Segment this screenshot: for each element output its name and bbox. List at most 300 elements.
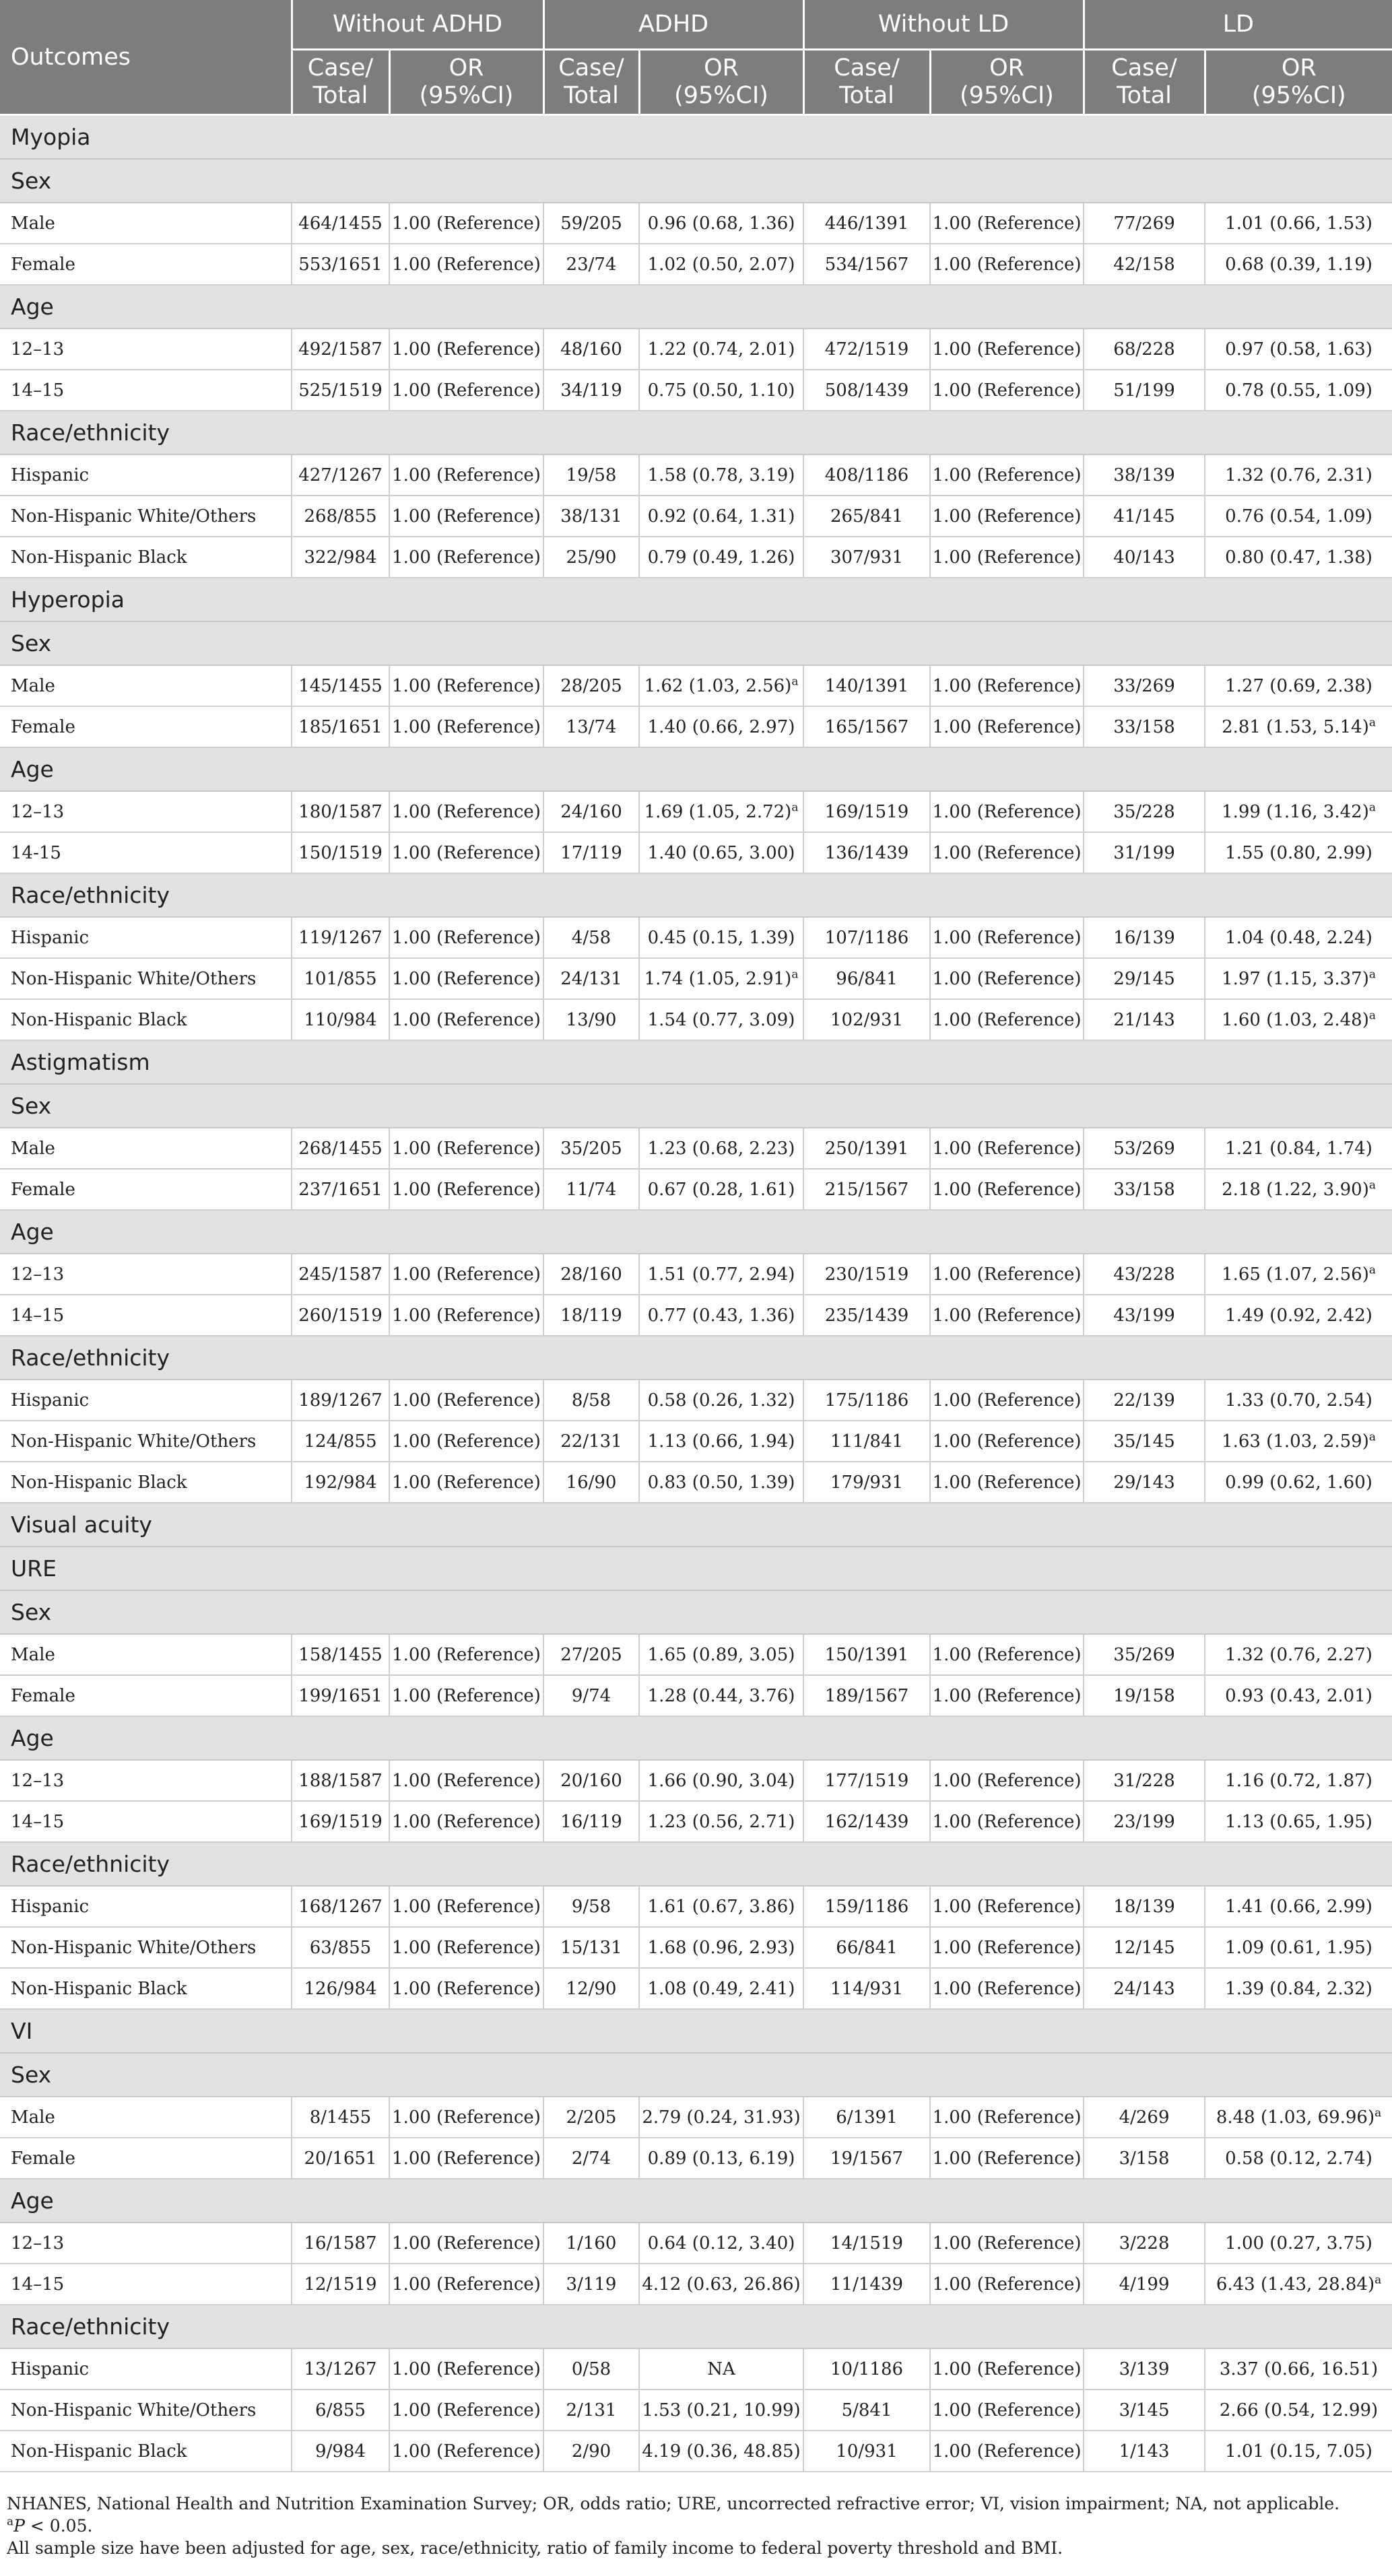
case-total-cell: 235/1439 bbox=[803, 1295, 930, 1336]
group-header-ld: LD bbox=[1084, 0, 1392, 50]
or-ci-cell bbox=[1205, 2097, 1392, 2138]
section-title: Age bbox=[0, 747, 1392, 791]
or-ci-cell: 1.00 (Reference) bbox=[930, 454, 1084, 496]
or-ci-cell: 1.27 (0.69, 2.38) bbox=[1205, 665, 1392, 706]
case-total-header bbox=[1084, 50, 1205, 115]
case-total-cell: 16/90 bbox=[543, 1462, 639, 1503]
table-row bbox=[0, 791, 1392, 832]
section-header-row bbox=[0, 747, 1392, 791]
or-ci-cell: 1.01 (0.66, 1.53) bbox=[1205, 203, 1392, 244]
or-ci-cell: 1.08 (0.49, 2.41) bbox=[639, 1968, 803, 2009]
or-ci-cell: 0.97 (0.58, 1.63) bbox=[1205, 329, 1392, 370]
case-total-line-2: Total bbox=[564, 82, 619, 109]
or-value: 6.43 (1.43, 28.84) bbox=[1216, 2274, 1375, 2295]
table-row bbox=[0, 2389, 1392, 2431]
row-label: Non-Hispanic White/Others bbox=[0, 1421, 292, 1462]
or-ci-cell: 1.00 (Reference) bbox=[930, 1295, 1084, 1336]
or-ci-cell bbox=[1205, 999, 1392, 1040]
or-ci-cell: 1.00 (Reference) bbox=[389, 1634, 543, 1675]
case-total-cell: 492/1587 bbox=[292, 329, 389, 370]
or-ci-cell: 1.00 (Reference) bbox=[389, 496, 543, 537]
section-header-row bbox=[0, 2305, 1392, 2348]
table-row bbox=[0, 2264, 1392, 2305]
case-total-cell: 3/139 bbox=[1084, 2348, 1205, 2389]
or-ci-cell: 0.89 (0.13, 6.19) bbox=[639, 2138, 803, 2179]
case-total-cell: 42/158 bbox=[1084, 244, 1205, 285]
table-row bbox=[0, 244, 1392, 285]
section-title: Sex bbox=[0, 621, 1392, 665]
or-ci-cell: 1.00 (Reference) bbox=[389, 537, 543, 578]
or-ci-cell: 1.00 (Reference) bbox=[930, 2097, 1084, 2138]
group-header-without-ld: Without LD bbox=[803, 0, 1084, 50]
section-title: Hyperopia bbox=[0, 578, 1392, 621]
or-ci-cell: 1.00 (Reference) bbox=[389, 1968, 543, 2009]
case-total-cell: 9/74 bbox=[543, 1675, 639, 1716]
or-ci-cell: 1.00 (Reference) bbox=[389, 1886, 543, 1927]
case-total-cell: 427/1267 bbox=[292, 454, 389, 496]
case-total-cell: 2/205 bbox=[543, 2097, 639, 2138]
row-label: Hispanic bbox=[0, 1380, 292, 1421]
case-total-cell: 2/90 bbox=[543, 2431, 639, 2472]
or-value: 1.62 (1.03, 2.56) bbox=[644, 675, 792, 696]
table-row bbox=[0, 1634, 1392, 1675]
row-label: Hispanic bbox=[0, 1886, 292, 1927]
or-ci-cell: 1.00 (Reference) bbox=[389, 370, 543, 411]
case-total-cell: 189/1567 bbox=[803, 1675, 930, 1716]
row-label: Female bbox=[0, 1169, 292, 1210]
or-ci-cell: 1.00 (Reference) bbox=[389, 2223, 543, 2264]
or-ci-cell: 1.66 (0.90, 3.04) bbox=[639, 1760, 803, 1801]
or-ci-cell: 1.40 (0.65, 3.00) bbox=[639, 832, 803, 873]
or-ci-cell: 1.00 (Reference) bbox=[389, 2097, 543, 2138]
row-label: Male bbox=[0, 2097, 292, 2138]
case-total-cell: 34/119 bbox=[543, 370, 639, 411]
case-total-cell: 165/1567 bbox=[803, 706, 930, 747]
case-total-cell: 22/139 bbox=[1084, 1380, 1205, 1421]
section-title: Visual acuity bbox=[0, 1503, 1392, 1547]
case-total-cell: 11/1439 bbox=[803, 2264, 930, 2305]
case-total-cell: 136/1439 bbox=[803, 832, 930, 873]
case-total-cell: 51/199 bbox=[1084, 370, 1205, 411]
case-total-cell: 158/1455 bbox=[292, 1634, 389, 1675]
header-row-groups bbox=[0, 0, 1392, 50]
case-total-cell: 16/1587 bbox=[292, 2223, 389, 2264]
case-total-cell: 199/1651 bbox=[292, 1675, 389, 1716]
case-total-cell: 230/1519 bbox=[803, 1254, 930, 1295]
row-label: 14–15 bbox=[0, 1801, 292, 1842]
case-total-cell: 43/228 bbox=[1084, 1254, 1205, 1295]
case-total-cell: 15/131 bbox=[543, 1927, 639, 1968]
case-total-cell: 525/1519 bbox=[292, 370, 389, 411]
or-ci-cell: 1.65 (0.89, 3.05) bbox=[639, 1634, 803, 1675]
row-label: 14–15 bbox=[0, 2264, 292, 2305]
case-total-cell: 168/1267 bbox=[292, 1886, 389, 1927]
or-ci-cell: 0.68 (0.39, 1.19) bbox=[1205, 244, 1392, 285]
or-ci-cell bbox=[1205, 706, 1392, 747]
or-ci-cell bbox=[639, 791, 803, 832]
case-total-header bbox=[543, 50, 639, 115]
or-ci-cell: 0.45 (0.15, 1.39) bbox=[639, 917, 803, 958]
or-ci-cell: 1.22 (0.74, 2.01) bbox=[639, 329, 803, 370]
row-label: Hispanic bbox=[0, 2348, 292, 2389]
or-ci-cell: 1.00 (Reference) bbox=[389, 244, 543, 285]
case-total-cell: 140/1391 bbox=[803, 665, 930, 706]
case-total-cell: 4/269 bbox=[1084, 2097, 1205, 2138]
case-total-cell: 13/90 bbox=[543, 999, 639, 1040]
or-ci-cell: 1.00 (Reference) bbox=[389, 2138, 543, 2179]
or-ci-cell: 1.00 (Reference) bbox=[930, 537, 1084, 578]
row-label: 14-15 bbox=[0, 832, 292, 873]
section-title: Sex bbox=[0, 2053, 1392, 2097]
case-total-cell: 119/1267 bbox=[292, 917, 389, 958]
group-header-adhd: ADHD bbox=[543, 0, 803, 50]
or-ci-cell: 1.61 (0.67, 3.86) bbox=[639, 1886, 803, 1927]
case-total-cell: 3/119 bbox=[543, 2264, 639, 2305]
table-row bbox=[0, 329, 1392, 370]
case-total-cell: 16/119 bbox=[543, 1801, 639, 1842]
section-header-row bbox=[0, 873, 1392, 917]
row-label: Non-Hispanic Black bbox=[0, 1462, 292, 1503]
case-total-cell: 10/1186 bbox=[803, 2348, 930, 2389]
or-ci-cell: 1.41 (0.66, 2.99) bbox=[1205, 1886, 1392, 1927]
case-total-cell: 0/58 bbox=[543, 2348, 639, 2389]
case-total-cell: 29/143 bbox=[1084, 1462, 1205, 1503]
or-ci-cell: 1.00 (Reference) bbox=[389, 999, 543, 1040]
case-total-cell: 63/855 bbox=[292, 1927, 389, 1968]
case-total-cell: 10/931 bbox=[803, 2431, 930, 2472]
table-row bbox=[0, 370, 1392, 411]
or-ci-cell: 1.51 (0.77, 2.94) bbox=[639, 1254, 803, 1295]
table-row bbox=[0, 2223, 1392, 2264]
case-total-cell: 169/1519 bbox=[292, 1801, 389, 1842]
or-ci-cell bbox=[1205, 791, 1392, 832]
significance-mark: a bbox=[1368, 1429, 1376, 1444]
table-row bbox=[0, 203, 1392, 244]
table-row bbox=[0, 665, 1392, 706]
section-title: Myopia bbox=[0, 115, 1392, 160]
row-label: 12–13 bbox=[0, 329, 292, 370]
case-total-line-2: Total bbox=[839, 82, 894, 109]
significance-mark: a bbox=[1368, 800, 1376, 814]
case-total-header bbox=[292, 50, 389, 115]
or-ci-cell: 0.77 (0.43, 1.36) bbox=[639, 1295, 803, 1336]
table-row bbox=[0, 2138, 1392, 2179]
or-ci-cell: 1.00 (Reference) bbox=[389, 917, 543, 958]
or-ci-cell: 1.00 (Reference) bbox=[930, 1634, 1084, 1675]
or-ci-cell bbox=[639, 958, 803, 999]
or-ci-cell: 2.66 (0.54, 12.99) bbox=[1205, 2389, 1392, 2431]
case-total-cell: 28/160 bbox=[543, 1254, 639, 1295]
or-ci-cell: 1.00 (Reference) bbox=[389, 2389, 543, 2431]
case-total-cell: 14/1519 bbox=[803, 2223, 930, 2264]
case-total-line-1: Case/ bbox=[834, 55, 900, 81]
or-ci-cell: 1.53 (0.21, 10.99) bbox=[639, 2389, 803, 2431]
case-total-cell: 408/1186 bbox=[803, 454, 930, 496]
case-total-cell: 12/145 bbox=[1084, 1927, 1205, 1968]
case-total-cell: 2/131 bbox=[543, 2389, 639, 2431]
or-ci-cell: 1.58 (0.78, 3.19) bbox=[639, 454, 803, 496]
or-ci-cell: 1.00 (Reference) bbox=[930, 370, 1084, 411]
section-header-row bbox=[0, 2053, 1392, 2097]
or-value: 2.18 (1.22, 3.90) bbox=[1222, 1179, 1369, 1200]
or-ci-header bbox=[930, 50, 1084, 115]
footnote-threshold: < 0.05. bbox=[24, 2516, 93, 2536]
table-row bbox=[0, 1927, 1392, 1968]
case-total-cell: 48/160 bbox=[543, 329, 639, 370]
or-ci-header bbox=[1205, 50, 1392, 115]
case-total-cell: 145/1455 bbox=[292, 665, 389, 706]
case-total-cell: 179/931 bbox=[803, 1462, 930, 1503]
case-total-cell: 3/145 bbox=[1084, 2389, 1205, 2431]
case-total-cell: 53/269 bbox=[1084, 1128, 1205, 1169]
case-total-cell: 18/119 bbox=[543, 1295, 639, 1336]
or-line-1: OR bbox=[989, 55, 1024, 81]
case-total-cell: 13/1267 bbox=[292, 2348, 389, 2389]
section-header-row bbox=[0, 1040, 1392, 1084]
table-row bbox=[0, 496, 1392, 537]
case-total-cell: 31/199 bbox=[1084, 832, 1205, 873]
case-total-cell: 111/841 bbox=[803, 1421, 930, 1462]
case-total-cell: 13/74 bbox=[543, 706, 639, 747]
section-title: Sex bbox=[0, 159, 1392, 203]
or-ci-cell: 1.00 (Reference) bbox=[389, 665, 543, 706]
row-label: Male bbox=[0, 1128, 292, 1169]
or-ci-cell: 3.37 (0.66, 16.51) bbox=[1205, 2348, 1392, 2389]
row-label: Non-Hispanic White/Others bbox=[0, 2389, 292, 2431]
or-ci-cell: 0.67 (0.28, 1.61) bbox=[639, 1169, 803, 1210]
or-ci-cell: 1.00 (Reference) bbox=[930, 791, 1084, 832]
or-ci-cell: 1.00 (Reference) bbox=[930, 999, 1084, 1040]
section-header-row bbox=[0, 1084, 1392, 1128]
or-ci-cell: 1.00 (Reference) bbox=[930, 496, 1084, 537]
or-ci-cell: 1.00 (Reference) bbox=[389, 1128, 543, 1169]
or-ci-cell: 0.58 (0.26, 1.32) bbox=[639, 1380, 803, 1421]
or-ci-cell: 1.00 (Reference) bbox=[930, 706, 1084, 747]
table-footnotes bbox=[7, 2493, 1387, 2559]
or-ci-cell: 0.75 (0.50, 1.10) bbox=[639, 370, 803, 411]
case-total-cell: 185/1651 bbox=[292, 706, 389, 747]
footnote-mark: a bbox=[7, 2515, 14, 2529]
section-header-row bbox=[0, 621, 1392, 665]
or-ci-cell: 1.00 (Reference) bbox=[389, 958, 543, 999]
case-total-line-2: Total bbox=[1117, 82, 1172, 109]
or-ci-cell: NA bbox=[639, 2348, 803, 2389]
row-label: 12–13 bbox=[0, 2223, 292, 2264]
case-total-cell: 18/139 bbox=[1084, 1886, 1205, 1927]
section-header-row bbox=[0, 1716, 1392, 1760]
or-ci-cell: 1.21 (0.84, 1.74) bbox=[1205, 1128, 1392, 1169]
or-ci-cell: 1.00 (Reference) bbox=[930, 2223, 1084, 2264]
or-ci-cell: 1.55 (0.80, 2.99) bbox=[1205, 832, 1392, 873]
or-ci-cell: 1.68 (0.96, 2.93) bbox=[639, 1927, 803, 1968]
or-ci-cell: 1.39 (0.84, 2.32) bbox=[1205, 1968, 1392, 2009]
case-total-cell: 322/984 bbox=[292, 537, 389, 578]
or-ci-cell: 1.00 (Reference) bbox=[930, 1380, 1084, 1421]
or-ci-cell: 1.23 (0.56, 2.71) bbox=[639, 1801, 803, 1842]
or-ci-cell: 1.00 (Reference) bbox=[930, 2138, 1084, 2179]
case-total-cell: 21/143 bbox=[1084, 999, 1205, 1040]
case-total-cell: 188/1587 bbox=[292, 1760, 389, 1801]
row-label: Hispanic bbox=[0, 917, 292, 958]
case-total-cell: 107/1186 bbox=[803, 917, 930, 958]
footnote-significance bbox=[7, 2515, 1387, 2537]
case-total-cell: 446/1391 bbox=[803, 203, 930, 244]
case-total-cell: 6/1391 bbox=[803, 2097, 930, 2138]
case-total-line-1: Case/ bbox=[307, 55, 374, 81]
section-title: Race/ethnicity bbox=[0, 411, 1392, 454]
section-header-row bbox=[0, 411, 1392, 454]
case-total-cell: 33/269 bbox=[1084, 665, 1205, 706]
row-label: 12–13 bbox=[0, 1760, 292, 1801]
significance-mark: a bbox=[1374, 2105, 1382, 2120]
or-ci-cell: 2.79 (0.24, 31.93) bbox=[639, 2097, 803, 2138]
table-row bbox=[0, 832, 1392, 873]
case-total-cell: 8/1455 bbox=[292, 2097, 389, 2138]
case-total-cell: 553/1651 bbox=[292, 244, 389, 285]
table-row bbox=[0, 537, 1392, 578]
or-ci-cell: 1.01 (0.15, 7.05) bbox=[1205, 2431, 1392, 2472]
or-ci-cell: 1.00 (Reference) bbox=[930, 244, 1084, 285]
case-total-cell: 110/984 bbox=[292, 999, 389, 1040]
case-total-cell: 159/1186 bbox=[803, 1886, 930, 1927]
or-ci-cell: 1.00 (Reference) bbox=[389, 1675, 543, 1716]
case-total-cell: 189/1267 bbox=[292, 1380, 389, 1421]
or-ci-cell: 1.49 (0.92, 2.42) bbox=[1205, 1295, 1392, 1336]
case-total-cell: 9/984 bbox=[292, 2431, 389, 2472]
or-ci-cell: 1.00 (Reference) bbox=[930, 1801, 1084, 1842]
case-total-cell: 41/145 bbox=[1084, 496, 1205, 537]
case-total-cell: 250/1391 bbox=[803, 1128, 930, 1169]
or-ci-cell bbox=[639, 665, 803, 706]
section-title: Age bbox=[0, 285, 1392, 329]
case-total-cell: 9/58 bbox=[543, 1886, 639, 1927]
or-ci-cell: 1.09 (0.61, 1.95) bbox=[1205, 1927, 1392, 1968]
outcomes-header: Outcomes bbox=[0, 0, 292, 115]
or-ci-cell: 1.00 (Reference) bbox=[930, 203, 1084, 244]
case-total-cell: 508/1439 bbox=[803, 370, 930, 411]
or-ci-cell: 1.13 (0.66, 1.94) bbox=[639, 1421, 803, 1462]
case-total-cell: 23/199 bbox=[1084, 1801, 1205, 1842]
table-row bbox=[0, 2348, 1392, 2389]
or-ci-cell: 0.80 (0.47, 1.38) bbox=[1205, 537, 1392, 578]
or-ci-cell: 1.00 (Reference) bbox=[930, 1254, 1084, 1295]
or-ci-cell: 1.00 (Reference) bbox=[930, 1169, 1084, 1210]
or-ci-cell bbox=[1205, 1169, 1392, 1210]
case-total-cell: 20/160 bbox=[543, 1760, 639, 1801]
case-total-cell: 5/841 bbox=[803, 2389, 930, 2431]
case-total-cell: 268/855 bbox=[292, 496, 389, 537]
table-row bbox=[0, 2431, 1392, 2472]
or-ci-cell: 1.00 (Reference) bbox=[930, 329, 1084, 370]
or-ci-cell bbox=[1205, 1254, 1392, 1295]
case-total-cell: 534/1567 bbox=[803, 244, 930, 285]
or-ci-cell: 1.00 (Reference) bbox=[930, 832, 1084, 873]
case-total-cell: 96/841 bbox=[803, 958, 930, 999]
case-total-cell: 35/269 bbox=[1084, 1634, 1205, 1675]
or-ci-cell: 1.00 (Reference) bbox=[389, 1421, 543, 1462]
section-header-row bbox=[0, 1503, 1392, 1547]
section-title: Race/ethnicity bbox=[0, 1842, 1392, 1886]
row-label: Non-Hispanic Black bbox=[0, 1968, 292, 2009]
section-title: Age bbox=[0, 1716, 1392, 1760]
or-ci-cell: 1.00 (Reference) bbox=[389, 454, 543, 496]
case-total-cell: 17/119 bbox=[543, 832, 639, 873]
or-line-2: (95%CI) bbox=[1251, 82, 1346, 109]
row-label: Non-Hispanic White/Others bbox=[0, 958, 292, 999]
case-total-cell: 38/139 bbox=[1084, 454, 1205, 496]
case-total-cell: 180/1587 bbox=[292, 791, 389, 832]
or-value: 1.63 (1.03, 2.59) bbox=[1222, 1431, 1369, 1452]
case-total-cell: 245/1587 bbox=[292, 1254, 389, 1295]
or-ci-cell: 1.13 (0.65, 1.95) bbox=[1205, 1801, 1392, 1842]
or-line-1: OR bbox=[1281, 55, 1317, 81]
case-total-cell: 24/143 bbox=[1084, 1968, 1205, 2009]
case-total-cell: 19/58 bbox=[543, 454, 639, 496]
or-line-2: (95%CI) bbox=[674, 82, 768, 109]
case-total-cell: 33/158 bbox=[1084, 1169, 1205, 1210]
case-total-cell: 162/1439 bbox=[803, 1801, 930, 1842]
case-total-cell: 3/158 bbox=[1084, 2138, 1205, 2179]
or-ci-cell: 1.00 (Reference) bbox=[389, 1295, 543, 1336]
table-row bbox=[0, 1886, 1392, 1927]
section-header-row bbox=[0, 115, 1392, 160]
case-total-cell: 3/228 bbox=[1084, 2223, 1205, 2264]
or-ci-cell: 1.00 (Reference) bbox=[389, 1801, 543, 1842]
or-ci-cell: 1.00 (Reference) bbox=[930, 1421, 1084, 1462]
case-total-cell: 192/984 bbox=[292, 1462, 389, 1503]
or-ci-cell bbox=[1205, 1421, 1392, 1462]
significance-mark: a bbox=[1368, 967, 1376, 981]
table-row bbox=[0, 1968, 1392, 2009]
case-total-cell: 12/90 bbox=[543, 1968, 639, 2009]
footnote-adjustment: All sample size have been adjusted for age, sex, race/ethnicity, ratio of family income to federal poverty threshold and BMI. bbox=[7, 2538, 1063, 2558]
footnote-p-symbol: P bbox=[13, 2516, 25, 2536]
case-total-cell: 19/1567 bbox=[803, 2138, 930, 2179]
or-ci-cell: 1.00 (Reference) bbox=[930, 665, 1084, 706]
case-total-cell: 268/1455 bbox=[292, 1128, 389, 1169]
case-total-cell: 102/931 bbox=[803, 999, 930, 1040]
or-ci-cell: 1.00 (Reference) bbox=[389, 2348, 543, 2389]
or-ci-cell bbox=[1205, 2264, 1392, 2305]
row-label: Female bbox=[0, 2138, 292, 2179]
table-row bbox=[0, 1760, 1392, 1801]
row-label: Female bbox=[0, 1675, 292, 1716]
row-label: Non-Hispanic Black bbox=[0, 537, 292, 578]
row-label: Male bbox=[0, 203, 292, 244]
table-row bbox=[0, 1169, 1392, 1210]
or-value: 1.60 (1.03, 2.48) bbox=[1222, 1009, 1369, 1030]
case-total-cell: 23/74 bbox=[543, 244, 639, 285]
case-total-cell: 19/158 bbox=[1084, 1675, 1205, 1716]
or-ci-cell: 1.00 (Reference) bbox=[930, 2431, 1084, 2472]
case-total-cell: 77/269 bbox=[1084, 203, 1205, 244]
section-title: URE bbox=[0, 1547, 1392, 1590]
or-value: 1.97 (1.15, 3.37) bbox=[1222, 968, 1369, 989]
case-total-cell: 101/855 bbox=[292, 958, 389, 999]
significance-mark: a bbox=[791, 674, 799, 688]
row-label: 14–15 bbox=[0, 370, 292, 411]
case-total-cell: 22/131 bbox=[543, 1421, 639, 1462]
case-total-cell: 307/931 bbox=[803, 537, 930, 578]
table-row bbox=[0, 1295, 1392, 1336]
table-row bbox=[0, 2097, 1392, 2138]
case-total-cell: 35/228 bbox=[1084, 791, 1205, 832]
case-total-cell: 59/205 bbox=[543, 203, 639, 244]
or-ci-cell: 0.99 (0.62, 1.60) bbox=[1205, 1462, 1392, 1503]
case-total-cell: 472/1519 bbox=[803, 329, 930, 370]
or-ci-cell: 0.93 (0.43, 2.01) bbox=[1205, 1675, 1392, 1716]
or-value: 1.99 (1.16, 3.42) bbox=[1222, 801, 1369, 822]
